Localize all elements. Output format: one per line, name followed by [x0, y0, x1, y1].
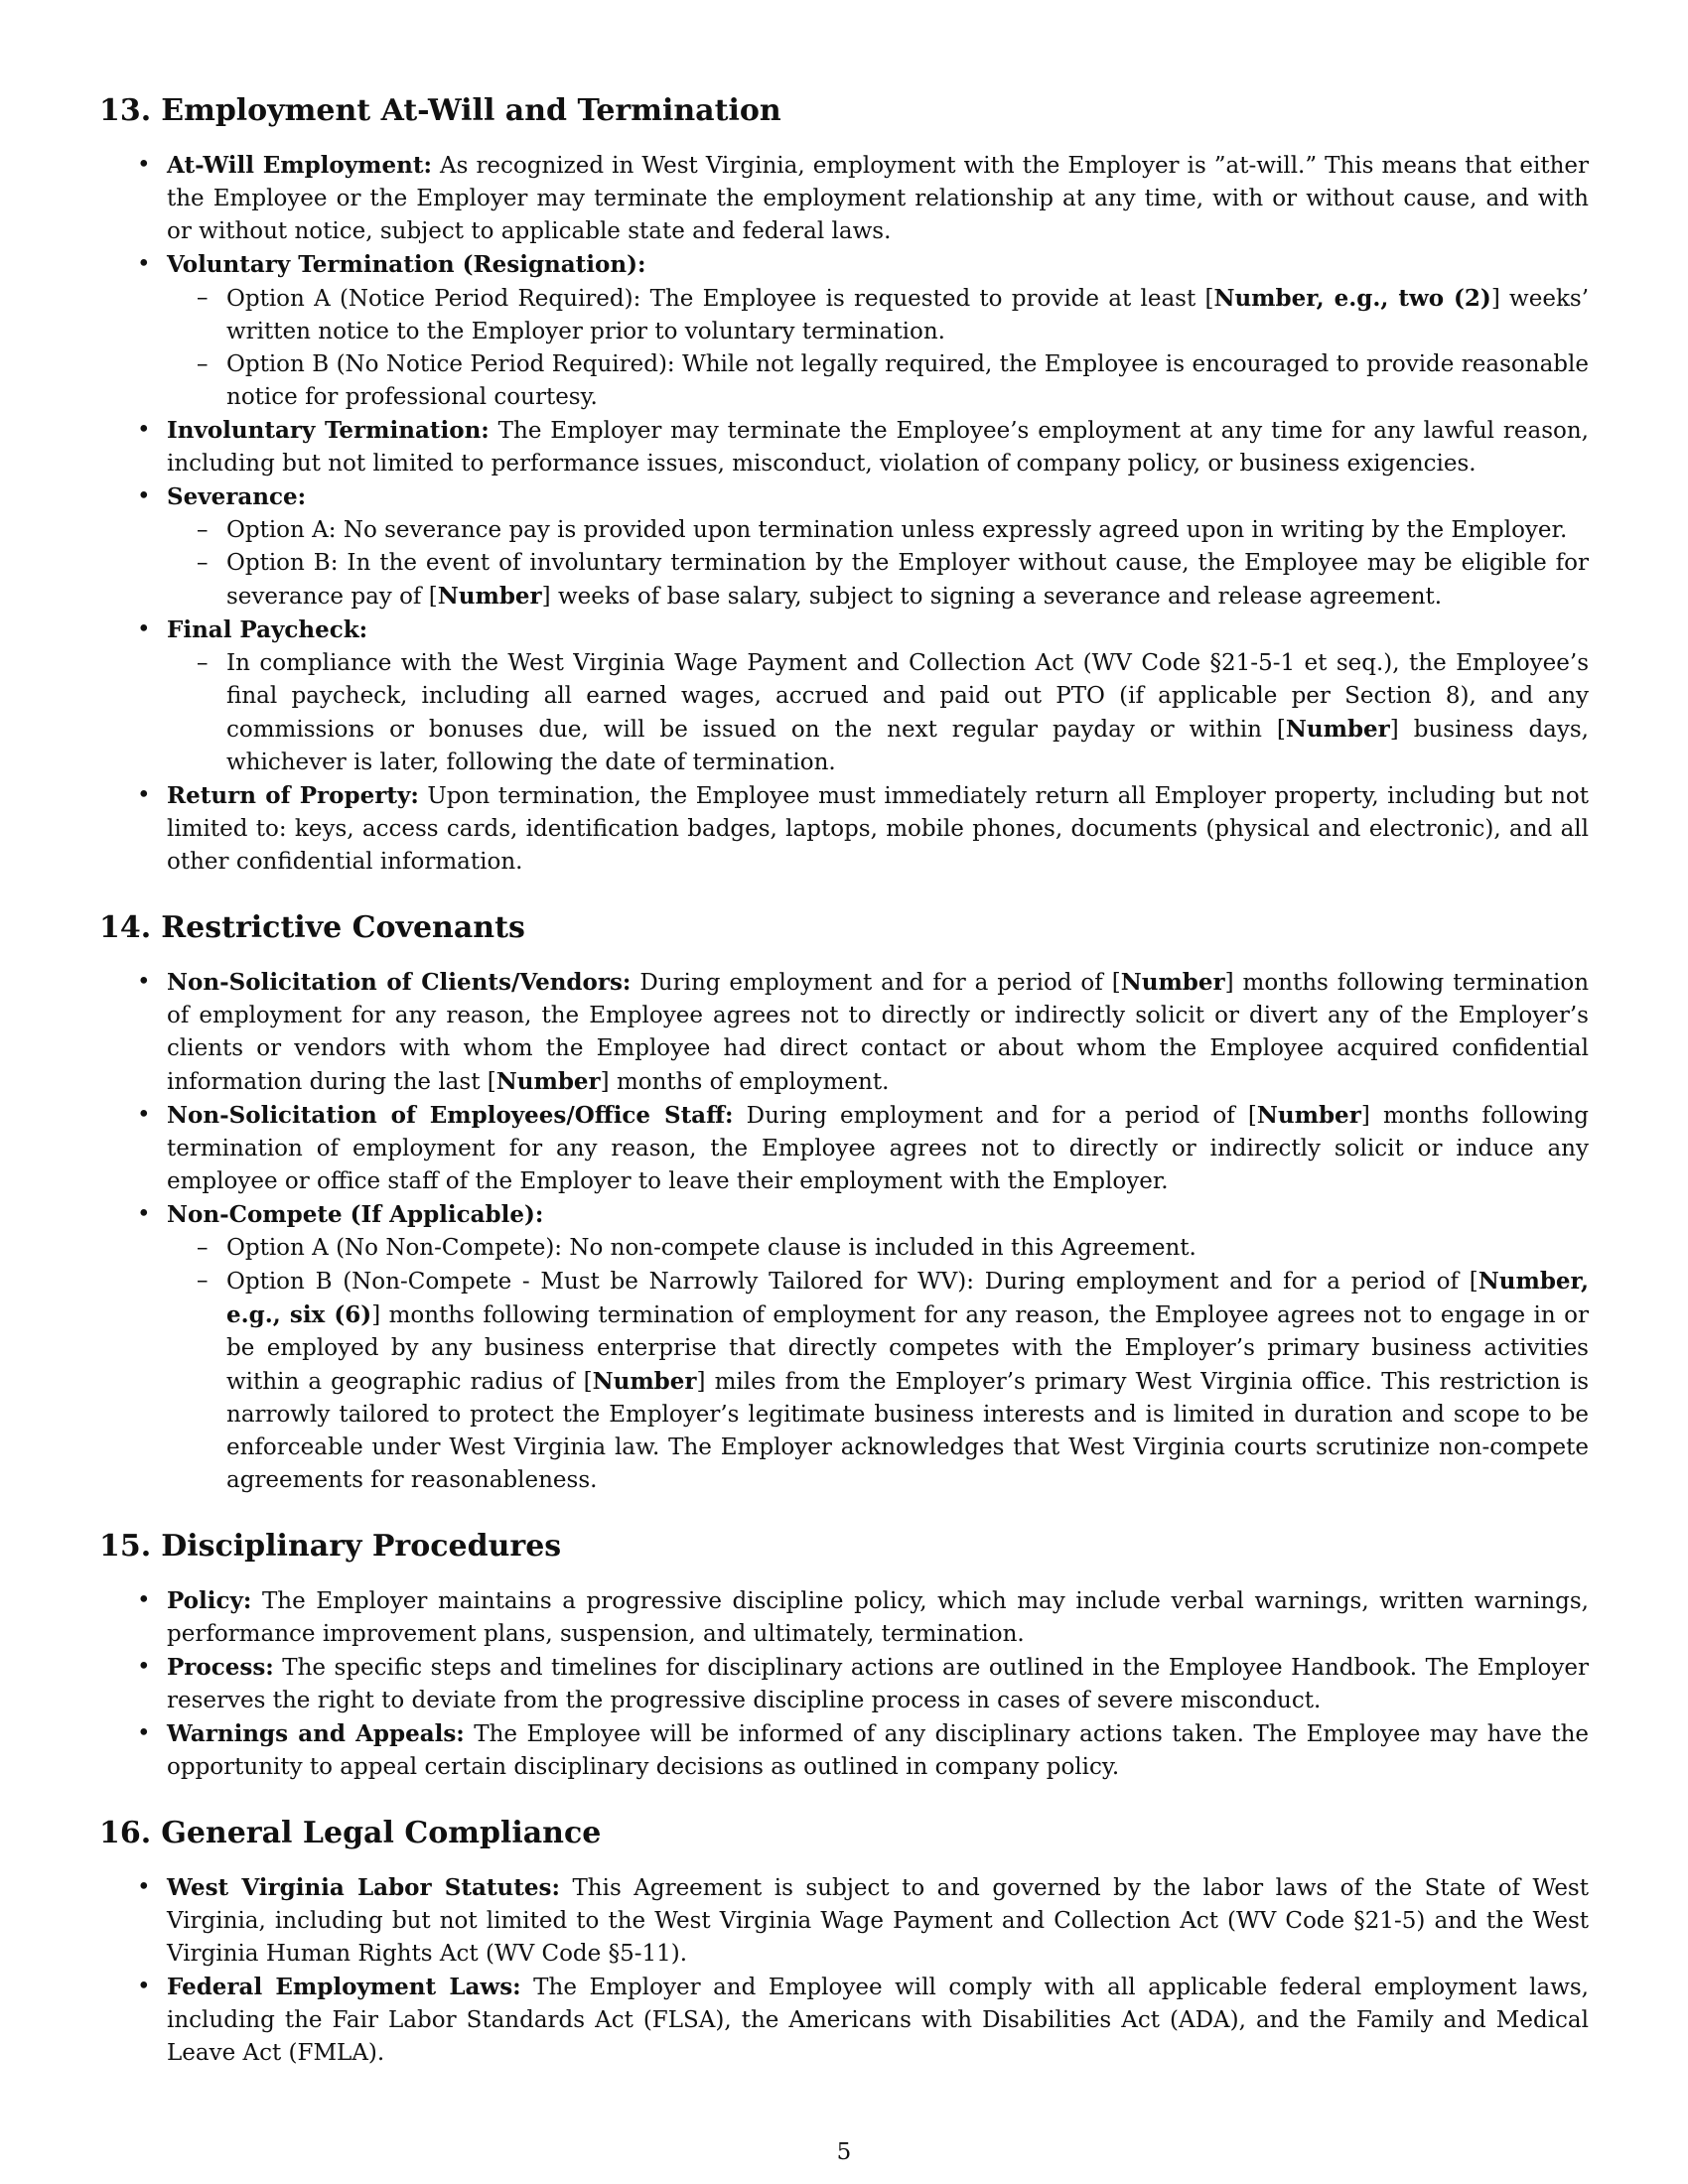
section-14 — [99, 908, 1589, 1497]
item-label: Non-Compete (If Applicable): — [167, 1201, 544, 1228]
placeholder-field: Number — [437, 583, 542, 610]
section-title: General Legal Compliance — [161, 1816, 602, 1850]
section-number: 15. — [99, 1529, 152, 1564]
list-item — [99, 1971, 1589, 2070]
list-item — [99, 248, 1589, 414]
item-text: During employment and for a period of [ — [631, 970, 1121, 996]
item-label: Process: — [167, 1654, 274, 1681]
sub-list — [167, 514, 1589, 614]
item-label: Return of Property: — [167, 782, 419, 809]
sub-list-item — [167, 547, 1589, 614]
section-13 — [99, 91, 1589, 879]
section-number: 14. — [99, 910, 152, 945]
list-item — [99, 1198, 1589, 1497]
section-heading — [99, 908, 1589, 948]
sub-list-item — [167, 1265, 1589, 1497]
section-heading — [99, 1814, 1589, 1853]
sub-list-item — [167, 514, 1589, 547]
list-item — [99, 1651, 1589, 1717]
item-text: The Employee will be informed of any disciplinary actions taken. The Employee may have the opportunity to appeal certain disciplinary decisions as outlined in company policy. — [167, 1721, 1589, 1780]
list-item — [99, 480, 1589, 614]
bullet-list — [99, 149, 1589, 879]
item-text: ] months following termination of employment for any reason, the Employee agrees not to directly or indirectly solicit or induce any employee or office staff of the Employer to leave their employment with the Employer. — [167, 1103, 1590, 1194]
sub-list — [167, 647, 1589, 779]
sub-item-text: ] miles from the Employer’s primary West Virginia office. This restriction is narrowly tailored to protect the Employer’s legitimate business interests and is limited in duration and scope to be enforceable under West Virginia law. The Employer acknowledges that West Virginia courts scrutinize non-compete agreements for reasonableness. — [226, 1369, 1590, 1493]
item-label: Federal Employment Laws: — [167, 1974, 521, 2000]
item-label: Non-Solicitation of Employees/Office Staff: — [167, 1102, 734, 1129]
item-label: Final Paycheck: — [167, 616, 368, 643]
item-text: During employment and for a period of [ — [733, 1103, 1257, 1129]
sub-item-text: ] weeks of base salary, subject to signing a severance and release agreement. — [541, 584, 1443, 610]
placeholder-field: Number — [1256, 1102, 1361, 1129]
section-number: 16. — [99, 1816, 152, 1850]
list-item — [99, 1717, 1589, 1784]
section-heading — [99, 1527, 1589, 1567]
sub-item-text: Option B (Non-Compete - Must be Narrowly Tailored for WV): During employment and for a period of [ — [226, 1269, 1478, 1295]
sub-item-text: ] business days, whichever is later, following the date of termination. — [226, 717, 1589, 775]
sub-item-text: Option A (No Non-Compete): No non-compete clause is included in this Agreement. — [226, 1235, 1196, 1261]
sub-item-text: Option A: No severance pay is provided upon termination unless expressly agreed upon in writing by the Employer. — [226, 517, 1568, 543]
placeholder-field: Number — [1120, 969, 1225, 996]
sub-item-text: Option A (Notice Period Required): The Employee is requested to provide at least [ — [226, 286, 1214, 312]
section-15 — [99, 1527, 1589, 1784]
bullet-list — [99, 1871, 1589, 2070]
list-item — [99, 414, 1589, 480]
item-text: ] months of employment. — [600, 1069, 890, 1095]
sub-list-item — [167, 348, 1589, 414]
item-label: Involuntary Termination: — [167, 417, 490, 444]
item-text: ] months following termination of employment for any reason, the Employee agrees not to directly or indirectly solicit or divert any of the Employer’s clients or vendors with whom the Employee had direct contact or about whom the Employee acquired confidential information during the last [ — [167, 970, 1590, 1095]
placeholder-field: Number — [495, 1068, 601, 1095]
page-number: 5 — [836, 2139, 852, 2165]
section-title: Restrictive Covenants — [161, 910, 525, 945]
item-text: Upon termination, the Employee must immediately return all Employer property, including but not limited to: keys, access cards, identification badges, laptops, mobile phones, documents (physical and electronic), and all other confidential information. — [167, 783, 1590, 875]
item-text: The specific steps and timelines for disciplinary actions are outlined in the Employee Handbook. The Employer reserves the right to deviate from the progressive discipline process in cases of severe misconduct. — [167, 1655, 1589, 1713]
placeholder-field: Number, e.g., six (6) — [226, 1268, 1589, 1328]
section-number: 13. — [99, 93, 152, 128]
section-title: Employment At-Will and Termination — [161, 93, 781, 128]
placeholder-field: Number, e.g., two (2) — [1213, 285, 1491, 312]
item-label: Policy: — [167, 1587, 252, 1614]
placeholder-field: Number — [1285, 716, 1390, 743]
document-page — [99, 91, 1589, 2100]
bullet-list — [99, 1584, 1589, 1784]
item-label: Warnings and Appeals: — [167, 1720, 465, 1747]
sub-list-item — [167, 647, 1589, 779]
sub-list — [167, 282, 1589, 414]
list-item — [99, 779, 1589, 879]
item-label: Severance: — [167, 483, 307, 510]
item-text: The Employer maintains a progressive discipline policy, which may include verbal warnings, written warnings, performance improvement plans, suspension, and ultimately, termination. — [167, 1588, 1589, 1647]
item-label: At-Will Employment: — [167, 152, 432, 179]
list-item — [99, 1099, 1589, 1198]
item-text: As recognized in West Virginia, employment with the Employer is ”at-will.” This means that either the Employee or the Employer may terminate the employment relationship at any time, with or without cause, and with or without notice, subject to applicable state and federal laws. — [167, 153, 1589, 244]
list-item — [99, 1584, 1589, 1651]
list-item — [99, 149, 1589, 248]
list-item — [99, 614, 1589, 779]
sub-item-text: Option B: In the event of involuntary termination by the Employer without cause, the Employee may be eligible for severance pay of [ — [226, 550, 1589, 610]
sub-list — [167, 1232, 1589, 1497]
section-heading — [99, 91, 1589, 131]
item-label: West Virginia Labor Statutes: — [167, 1874, 560, 1901]
placeholder-field: Number — [592, 1368, 697, 1395]
sub-item-text: In compliance with the West Virginia Wage Payment and Collection Act (WV Code §21-5-1 et seq.), the Employee’s final paycheck, including all earned wages, accrued and paid out PTO (if applicable per Section 8), and any commissions or bonuses due, will be issued on the next regular payday or within [ — [226, 650, 1589, 743]
sub-item-text: ] months following termination of employment for any reason, the Employee agrees not to engage in or be employed by any business enterprise that directly competes with the Employer’s primary business activities within a geographic radius of [ — [226, 1302, 1590, 1395]
item-text: The Employer may terminate the Employee’s employment at any time for any lawful reason, including but not limited to performance issues, misconduct, violation of company policy, or business exigencies. — [167, 418, 1589, 477]
item-text: This Agreement is subject to and governed by the labor laws of the State of West Virginia, including but not limited to the West Virginia Wage Payment and Collection Act (WV Code §21-5) and the West Virginia Human Rights Act (WV Code §5-11). — [167, 1875, 1589, 1967]
list-item — [99, 1871, 1589, 1971]
bullet-list — [99, 966, 1589, 1497]
sub-item-text: ] weeks’ written notice to the Employer prior to voluntary termination. — [226, 286, 1590, 344]
sub-list-item — [167, 282, 1589, 348]
list-item — [99, 966, 1589, 1099]
item-label: Non-Solicitation of Clients/Vendors: — [167, 969, 632, 996]
section-16 — [99, 1814, 1589, 2070]
item-text: The Employer and Employee will comply with all applicable federal employment laws, including the Fair Labor Standards Act (FLSA), the Americans with Disabilities Act (ADA), and the Family and Medical Leave Act (FMLA). — [167, 1975, 1589, 2066]
section-title: Disciplinary Procedures — [161, 1529, 562, 1564]
sub-list-item — [167, 1232, 1589, 1265]
sub-item-text: Option B (No Notice Period Required): While not legally required, the Employee is encouraged to provide reasonable notice for professional courtesy. — [226, 351, 1589, 410]
item-label: Voluntary Termination (Resignation): — [167, 251, 646, 278]
